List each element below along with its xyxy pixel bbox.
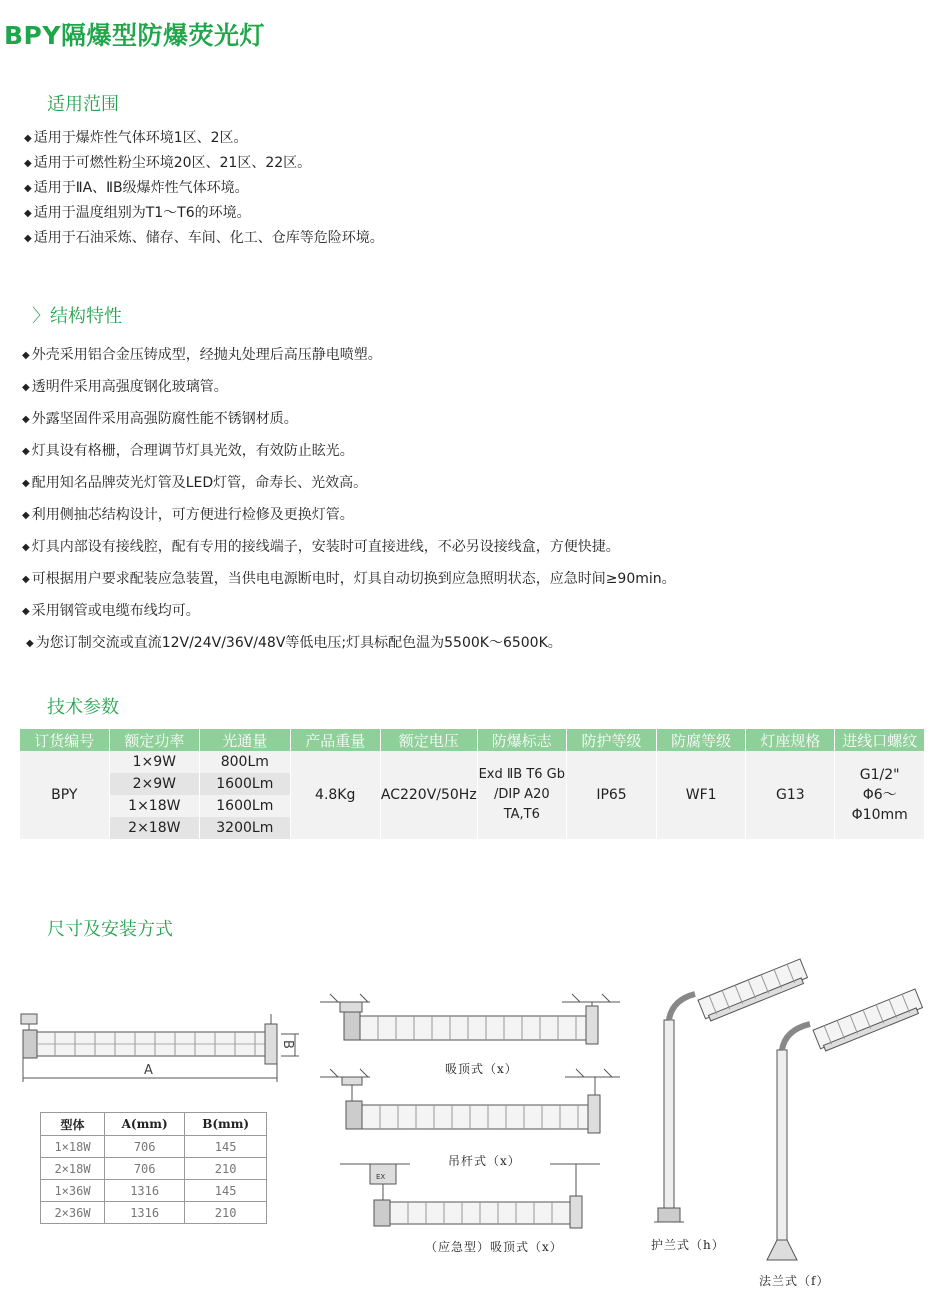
table-row bbox=[41, 1158, 267, 1180]
list-item: ◆ 采用钢管或电缆布线均可。 bbox=[22, 603, 200, 619]
col-header: 产品重量 bbox=[290, 729, 380, 751]
list-item: ◆ 适用于可燃性粉尘环境20区、21区、22区。 bbox=[24, 155, 312, 171]
list-item: ◆ 为您订制交流或直流12V/24V/36V/48V等低电压;灯具标配色温为5500K～6500K。 bbox=[26, 635, 562, 651]
emergency-mount-drawing bbox=[340, 1160, 600, 1230]
thread-cell bbox=[835, 751, 925, 839]
list-item: ◆ 灯具设有格栅，合理调节灯具光效，有效防止眩光。 bbox=[22, 443, 354, 459]
caption-ceiling: 吸顶式（x） bbox=[445, 1062, 518, 1076]
dim-cell: 1316 bbox=[105, 1202, 185, 1224]
dim-cell: 706 bbox=[105, 1158, 185, 1180]
flux-cell: 1600Lm bbox=[200, 795, 291, 817]
dim-cell: 1×36W bbox=[41, 1180, 105, 1202]
list-item: ◆ 灯具内部设有接线腔，配有专用的接线端子，安装时可直接进线，不必另设接线盒，方便快捷。 bbox=[22, 539, 620, 555]
anticorrosion-cell: WF1 bbox=[657, 751, 746, 839]
ex-mark-line: /DIP A20 TA,T6 bbox=[493, 787, 550, 822]
flange-pole-f-drawing bbox=[765, 990, 925, 1270]
section-heading-params: 技术参数 bbox=[47, 697, 119, 718]
dim-cell: 1316 bbox=[105, 1180, 185, 1202]
col-header: B(mm) bbox=[185, 1113, 267, 1136]
col-header: 额定电压 bbox=[380, 729, 477, 751]
spec-header-row bbox=[20, 729, 925, 751]
list-item: ◆ 适用于爆炸性气体环境1区、2区。 bbox=[24, 130, 248, 146]
spec-table bbox=[20, 729, 925, 839]
dimension-drawing bbox=[15, 1010, 305, 1090]
thread-line: Φ6～Φ10mm bbox=[851, 787, 908, 823]
col-header: 防爆标志 bbox=[477, 729, 566, 751]
ex-mark-cell bbox=[477, 751, 566, 839]
section-heading-structure: 〉结构特性 bbox=[32, 306, 122, 327]
col-header: 防腐等级 bbox=[657, 729, 746, 751]
flux-cell: 800Lm bbox=[200, 751, 291, 773]
col-header: 光通量 bbox=[200, 729, 291, 751]
list-item: ◆ 透明件采用高强度钢化玻璃管。 bbox=[22, 379, 228, 395]
table-row bbox=[41, 1202, 267, 1224]
lampholder-cell: G13 bbox=[746, 751, 835, 839]
table-row bbox=[41, 1180, 267, 1202]
page-title: BPY隔爆型防爆荧光灯 bbox=[4, 21, 265, 50]
list-item: ◆ 外露坚固件采用高强防腐性能不锈钢材质。 bbox=[22, 411, 298, 427]
power-cell: 2×9W bbox=[109, 773, 199, 795]
weight-cell: 4.8Kg bbox=[290, 751, 380, 839]
dimension-table bbox=[40, 1112, 267, 1224]
col-header: 额定功率 bbox=[109, 729, 199, 751]
ex-mark-line: Exd ⅡB T6 Gb bbox=[478, 767, 566, 782]
list-item: ◆ 适用于石油采炼、储存、车间、化工、仓库等危险环境。 bbox=[24, 230, 384, 246]
col-header: 灯座规格 bbox=[746, 729, 835, 751]
dim-header-row bbox=[41, 1113, 267, 1136]
thread-line: G1/2" bbox=[859, 767, 900, 783]
dim-cell: 210 bbox=[185, 1202, 267, 1224]
table-row bbox=[20, 751, 925, 773]
dim-cell: 210 bbox=[185, 1158, 267, 1180]
flux-cell: 3200Lm bbox=[200, 817, 291, 839]
power-cell: 1×9W bbox=[109, 751, 199, 773]
list-item: ◆ 适用于温度组别为T1～T6的环境。 bbox=[24, 205, 251, 221]
col-header: 防护等级 bbox=[566, 729, 656, 751]
order-no-cell: BPY bbox=[20, 751, 109, 839]
structure-list bbox=[22, 345, 676, 665]
caption-flange-h: 护兰式（h） bbox=[651, 1238, 725, 1252]
ceiling-mount-drawing bbox=[320, 990, 620, 1050]
ex-label: EX bbox=[376, 1173, 386, 1181]
section-heading-install: 尺寸及安装方式 bbox=[47, 919, 173, 940]
caption-flange-f: 法兰式（f） bbox=[759, 1274, 830, 1288]
power-cell: 2×18W bbox=[109, 817, 199, 839]
dim-cell: 145 bbox=[185, 1136, 267, 1158]
section-heading-scope: 适用范围 bbox=[47, 94, 119, 115]
col-header: 订货编号 bbox=[20, 729, 109, 751]
list-item: ◆ 适用于ⅡA、ⅡB级爆炸性气体环境。 bbox=[24, 180, 249, 196]
dim-cell: 1×18W bbox=[41, 1136, 105, 1158]
caption-emergency: （应急型）吸顶式（x） bbox=[425, 1240, 563, 1254]
table-row bbox=[41, 1136, 267, 1158]
list-item: ◆ 利用侧抽芯结构设计，可方便进行检修及更换灯管。 bbox=[22, 507, 354, 523]
dimension-label-a: A bbox=[144, 1063, 153, 1078]
dim-cell: 145 bbox=[185, 1180, 267, 1202]
flux-cell: 1600Lm bbox=[200, 773, 291, 795]
list-item: ◆ 配用知名品牌荧光灯管及LED灯管，命寿长、光效高。 bbox=[22, 475, 368, 491]
power-cell: 1×18W bbox=[109, 795, 199, 817]
dim-cell: 706 bbox=[105, 1136, 185, 1158]
list-item: ◆ 外壳采用铝合金压铸成型，经抛丸处理后高压静电喷塑。 bbox=[22, 347, 382, 363]
ip-cell: IP65 bbox=[566, 751, 656, 839]
col-header: A(mm) bbox=[105, 1113, 185, 1136]
dim-cell: 2×18W bbox=[41, 1158, 105, 1180]
list-item: ◆ 可根据用户要求配装应急装置，当供电电源断电时，灯具自动切换到应急照明状态，应急时间≥90min。 bbox=[22, 571, 676, 587]
caption-pendant: 吊杆式（x） bbox=[448, 1154, 521, 1168]
scope-list bbox=[24, 128, 384, 253]
pendant-mount-drawing bbox=[320, 1065, 620, 1135]
dimension-label-b: B bbox=[279, 1040, 295, 1049]
dim-cell: 2×36W bbox=[41, 1202, 105, 1224]
voltage-cell: AC220V/50Hz bbox=[380, 751, 477, 839]
col-header: 型体 bbox=[41, 1113, 105, 1136]
col-header: 进线口螺纹 bbox=[835, 729, 925, 751]
